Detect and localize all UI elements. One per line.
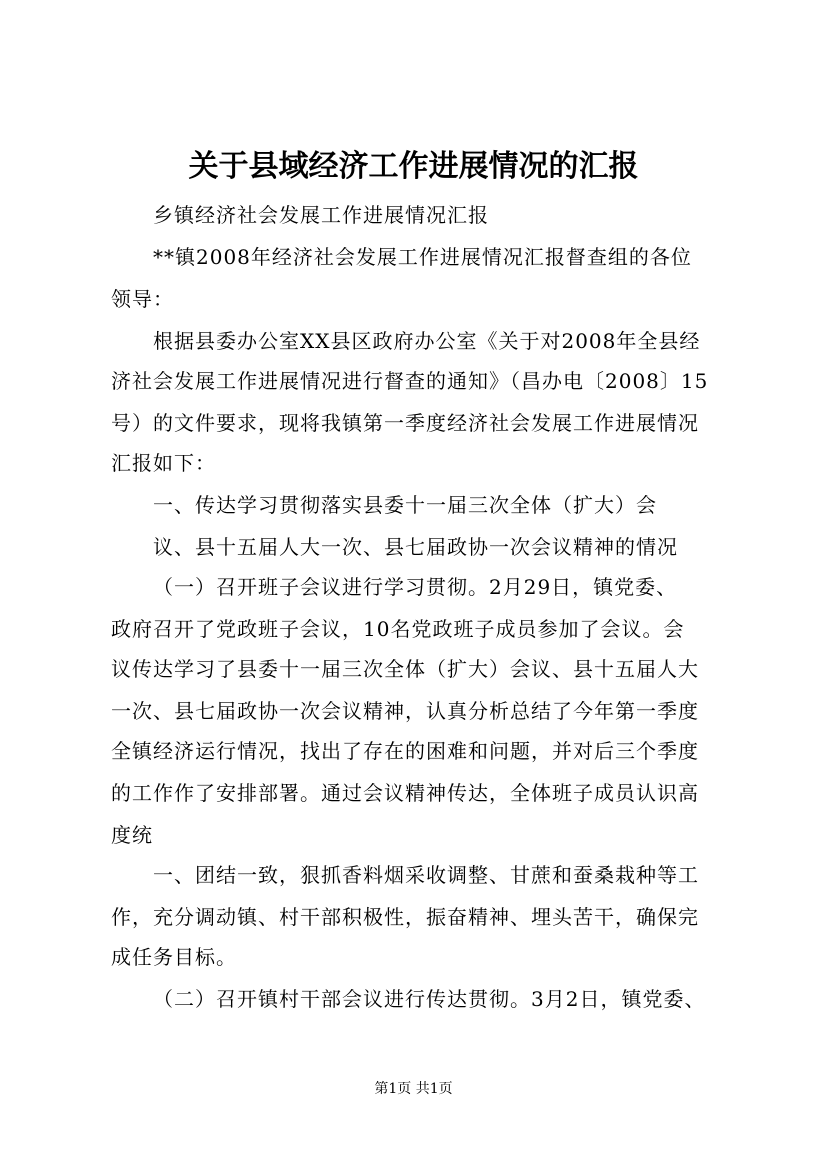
paragraph-line: 议、县十五届人大一次、县七届政协一次会议精神的情况 [153, 535, 678, 559]
document-title: 关于县域经济工作进展情况的汇报 [188, 149, 639, 184]
paragraph-line: 一、团结一致，狠抓香料烟采收调整、甘蔗和蚕桑栽种等工 [153, 863, 699, 887]
paragraph-line: 汇报如下： [111, 451, 216, 475]
paragraph-line: **镇2008年经济社会发展工作进展情况汇报督查组的各位 [153, 245, 692, 269]
paragraph-line: 一次、县七届政协一次会议精神，认真分析总结了今年第一季度 [111, 699, 699, 723]
paragraph-line: 议传达学习了县委十一届三次全体（扩大）会议、县十五届人大 [111, 657, 699, 681]
paragraph-line: 政府召开了党政班子会议，10名党政班子成员参加了会议。会 [111, 617, 685, 641]
paragraph-line: 全镇经济运行情况，找出了存在的困难和问题，并对后三个季度 [111, 739, 699, 763]
paragraph-line: （一）召开班子会议进行学习贯彻。2月29日，镇党委、 [153, 575, 678, 599]
paragraph-line: 乡镇经济社会发展工作进展情况汇报 [153, 203, 489, 227]
paragraph-line: 度统 [111, 823, 153, 847]
paragraph-line: （二）召开镇村干部会议进行传达贯彻。3月2日，镇党委、 [153, 987, 706, 1011]
paragraph-line: 根据县委办公室XX县区政府办公室《关于对2008年全县经 [153, 329, 701, 353]
paragraph-line: 作，充分调动镇、村干部积极性，振奋精神、埋头苦干，确保完 [111, 905, 699, 929]
paragraph-line: 济社会发展工作进展情况进行督查的通知》（昌办电〔2008〕15 [111, 369, 709, 393]
paragraph-line: 号）的文件要求，现将我镇第一季度经济社会发展工作进展情况 [111, 411, 699, 435]
paragraph-line: 领导： [111, 287, 174, 311]
paragraph-line: 成任务目标。 [111, 945, 237, 969]
paragraph-line: 的工作作了安排部署。通过会议精神传达，全体班子成员认识高 [111, 781, 699, 805]
paragraph-line: 一、传达学习贯彻落实县委十一届三次全体（扩大）会 [153, 493, 657, 517]
page-footer: 第1页 共1页 [374, 1081, 453, 1097]
